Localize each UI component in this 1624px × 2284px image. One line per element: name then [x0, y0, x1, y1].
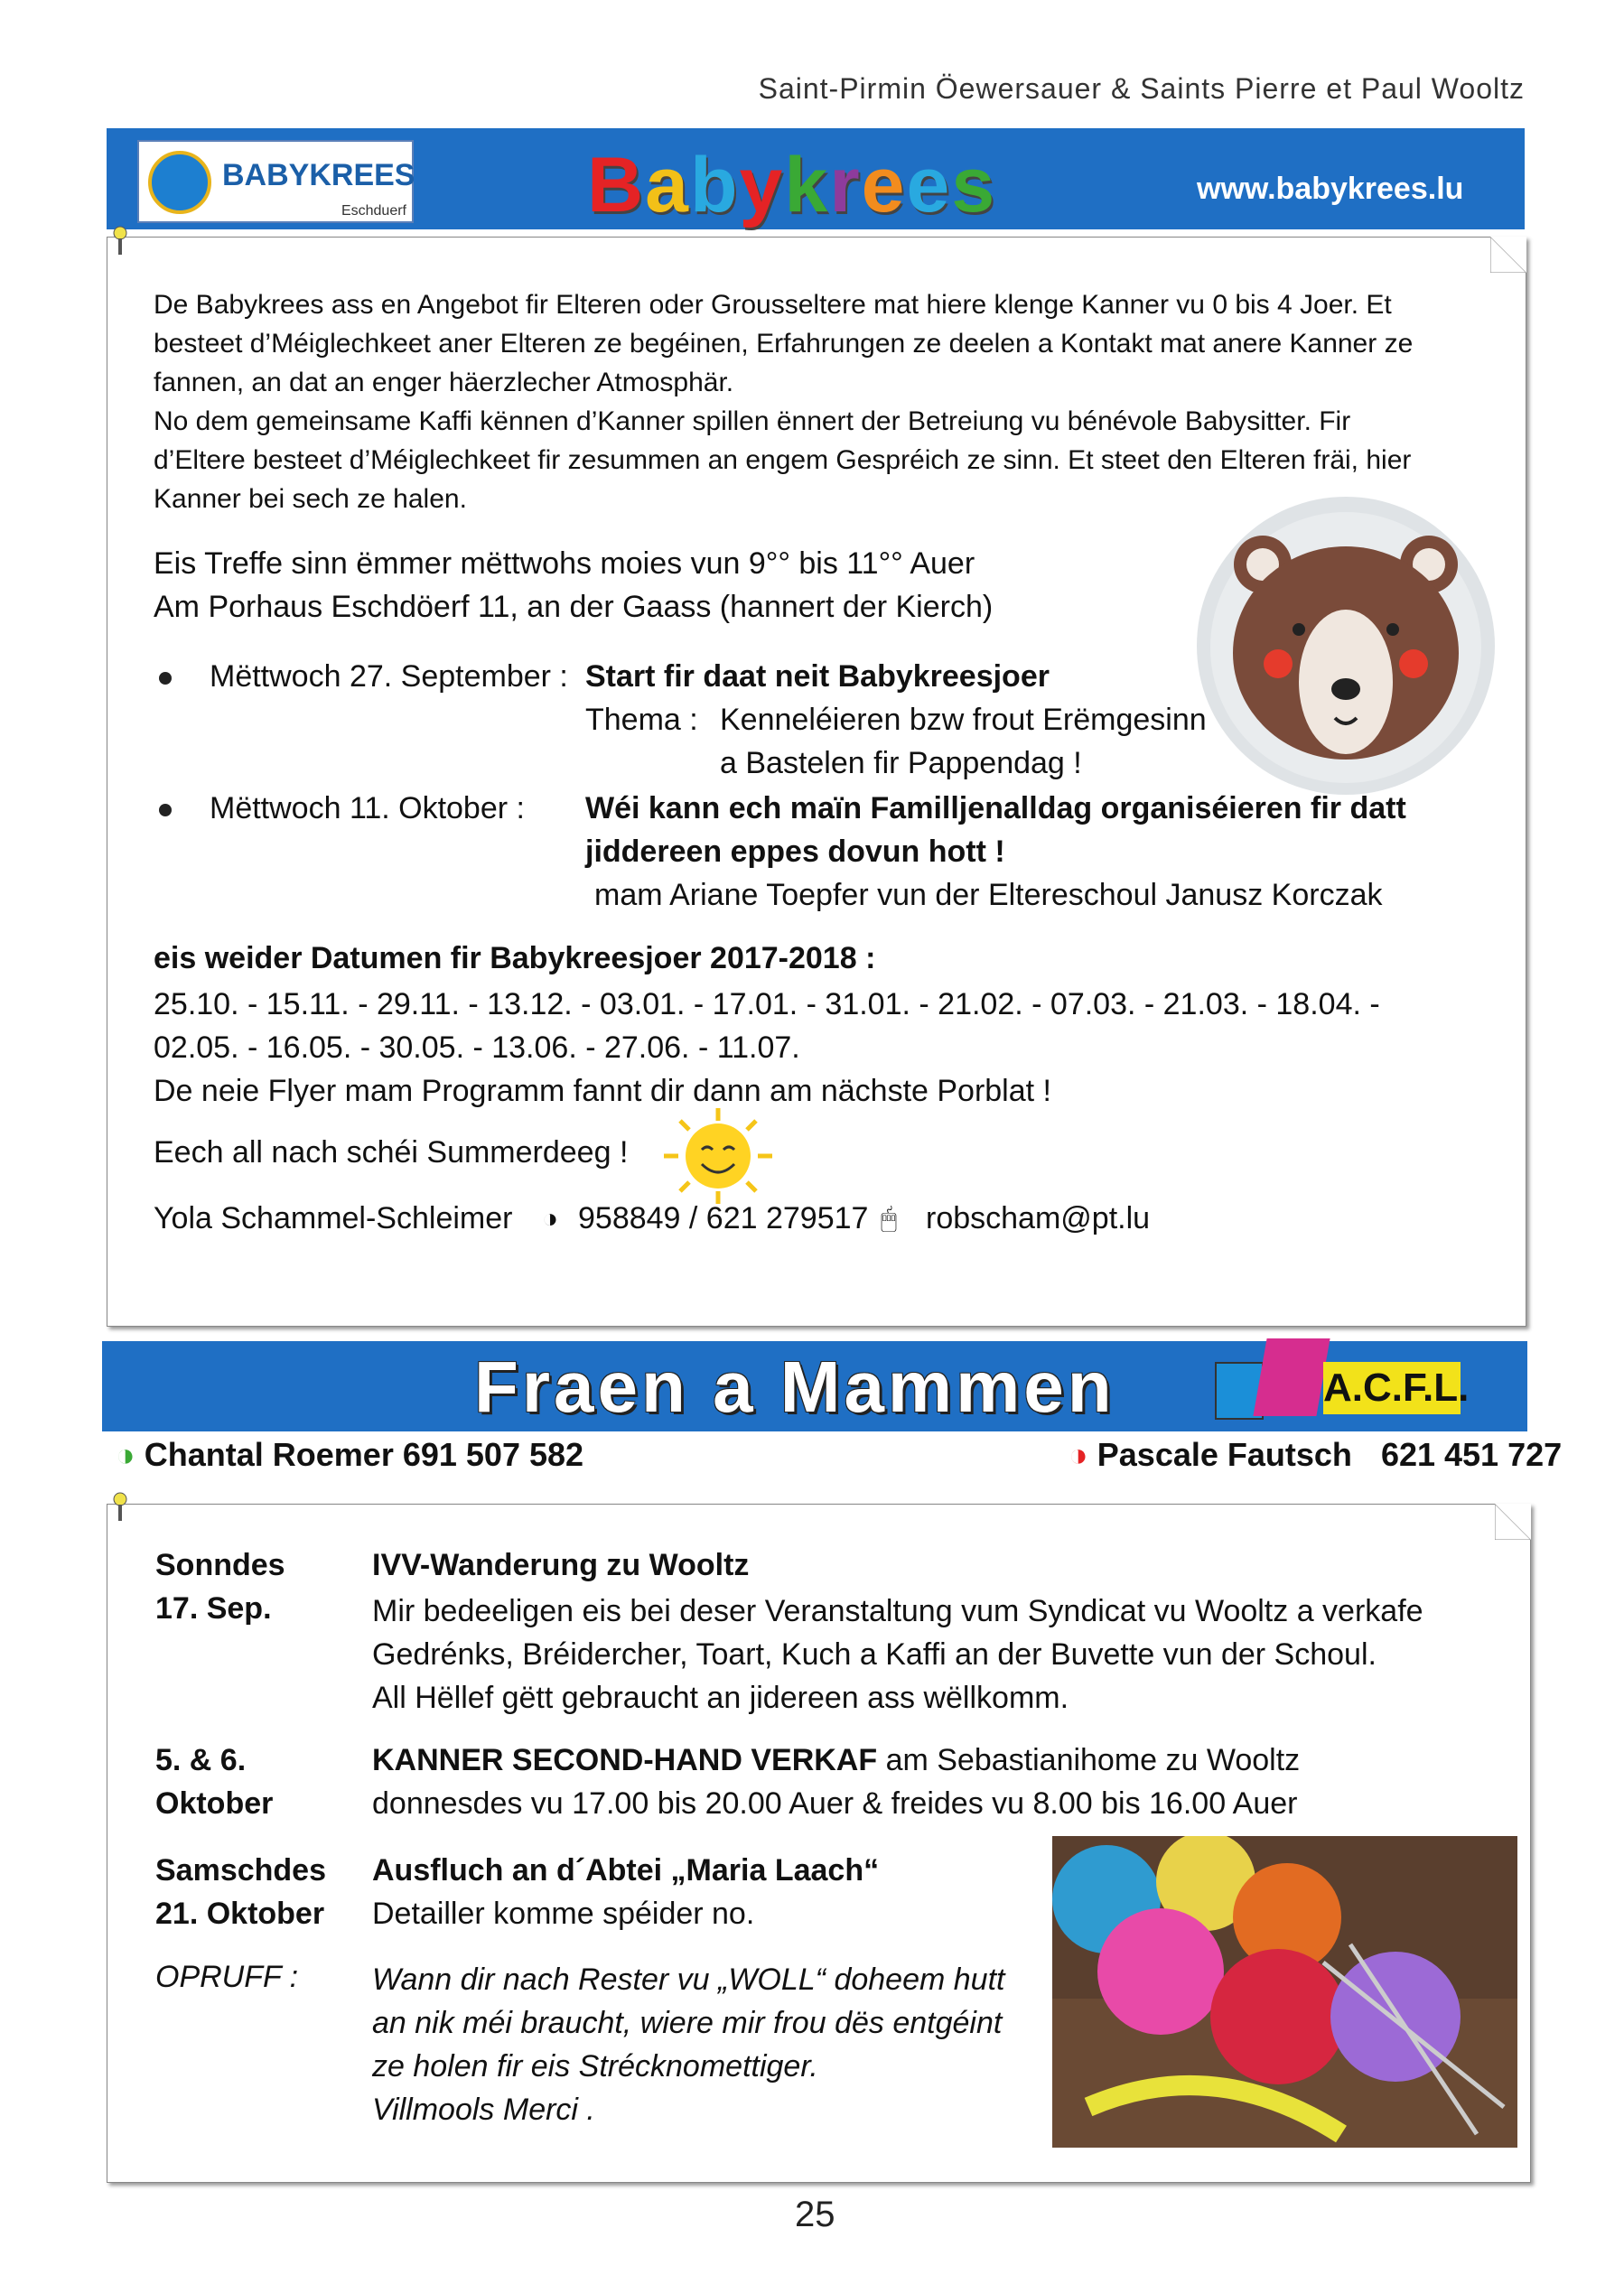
pin-icon: [110, 226, 130, 258]
pin-icon: [110, 1492, 130, 1524]
mouse-icon: 🖱: [881, 1204, 897, 1234]
fraen-title: Fraen a Mammen: [474, 1347, 1115, 1427]
e1-date: 17. Sep.: [155, 1591, 272, 1626]
e3-day: Samschdes: [155, 1853, 326, 1888]
contact-email[interactable]: robscham@pt.lu: [926, 1201, 1151, 1235]
title-letter: y: [739, 142, 785, 228]
babykrees-logo: [137, 140, 414, 223]
event1-theme-label: Thema :: [585, 703, 698, 737]
acfl-logo-text: A.C.F.L.: [1323, 1362, 1461, 1414]
bullet: [159, 672, 172, 685]
acfl-logo-graphic: [1253, 1338, 1330, 1416]
e2-date: Oktober: [155, 1786, 274, 1821]
e3-date: 21. Oktober: [155, 1897, 325, 1931]
sun-icon: [655, 1106, 781, 1206]
contact-name: Yola Schammel-Schleimer: [154, 1201, 513, 1235]
title-letter: e: [861, 142, 907, 228]
e1-title: IVV-Wanderung zu Wooltz: [372, 1548, 750, 1582]
title-letter: s: [951, 142, 997, 228]
logo-text: BABYKREES: [222, 158, 415, 192]
e3-text: Detailler komme spéider no.: [372, 1897, 755, 1931]
event2-date: Mëttwoch 11. Oktober :: [210, 791, 525, 825]
e1-day: Sonndes: [155, 1548, 285, 1582]
babykrees-logo-icon: [148, 151, 211, 214]
contact-phone: 958849 / 621 279517: [578, 1201, 869, 1235]
event2-title: Wéi kann ech maïn Familljenalldag organiséieren fir datt: [585, 791, 1406, 825]
page-fold-icon: [1490, 237, 1526, 273]
babykrees-intro: De Babykrees ass en Angebot fir Elteren oder Grousseltere mat hiere klenge Kanner vu 0 bis 4 Joer. Et besteet d’Méiglechkeet aner Elteren ze begéinen, Erfahrungen ze deelen a Kontakt mat anere Kanner ze fannen, an dat an enger häerzlecher Atmosphär. No dem gemeinsame Kaffi kënnen d’Kanner spillen ënnert der Betreiung vu bénévole Babysitter. Fir d’Eltere besteet d’Méiglechkeet fir zesummen an engem Gespréich ze sinn. Et steet den Elteren fräi, hier Kanner bei sech ze halen.: [154, 290, 1414, 514]
event1-theme: a Bastelen fir Pappendag !: [720, 746, 1082, 780]
contact-left: ◑ Chantal Roemer 691 507 582: [116, 1436, 584, 1473]
bullet: [159, 804, 172, 816]
dates-list: 25.10. - 15.11. - 29.11. - 13.12. - 03.01. - 17.01. - 31.01. - 21.02. - 07.03. - 21.03. - 18.04. - 02.05. - 16.05. - 30.05. - 13.06. - 27.06. - 11.07. De neie Flyer mam Programm fannt dir dann am nächste Porblat !: [154, 987, 1380, 1108]
babykrees-url[interactable]: www.babykrees.lu: [1197, 172, 1464, 206]
event2-speaker: mam Ariane Toepfer vun der Eltereschoul Janusz Korczak: [594, 878, 1383, 912]
title-letter: b: [689, 142, 740, 228]
page-number: 25: [795, 2195, 835, 2234]
babykrees-title: [587, 141, 996, 230]
e1-text: Mir bedeeligen eis bei deser Veranstaltung vum Syndicat vu Wooltz a verkafe Gedrénks, Bréidercher, Toart, Kuch a Kaffi an der Buvette vun der Schoul. All Hëllef gëtt gebraucht an jidereen ass wëllkomm.: [372, 1594, 1423, 1715]
yarn-photo: [1052, 1836, 1517, 2148]
page-fold-icon: [1495, 1504, 1531, 1540]
bear-cushion-image: [1192, 492, 1499, 799]
phone-icon: ◑: [1069, 1436, 1088, 1473]
e2-text: donnesdes vu 17.00 bis 20.00 Auer & freides vu 8.00 bis 16.00 Auer: [372, 1786, 1298, 1821]
event1-title: Start fir daat neit Babykreesjoer: [585, 659, 1050, 694]
e4-label: OPRUFF :: [155, 1960, 299, 1994]
e2-day: 5. & 6.: [155, 1743, 247, 1777]
title-letter: B: [587, 142, 646, 228]
event1-theme: Kenneléieren bzw frout Erëmgesinn: [720, 703, 1207, 737]
summer-greeting: Eech all nach schéi Summerdeeg !: [154, 1135, 629, 1170]
phone-icon: ◑: [542, 1204, 559, 1234]
title-letter: a: [645, 142, 690, 228]
e4-text: Wann dir nach Rester vu „WOLL“ doheem hutt an nik méi braucht, wiere mir frou dës entgéint ze holen fir eis Strécknomettiger. Villmools Merci .: [372, 1962, 1005, 2127]
title-letter: r: [829, 142, 862, 228]
phone-icon: ◑: [116, 1436, 135, 1473]
e2-title: KANNER SECOND-HAND VERKAF am Sebastianihome zu Wooltz: [372, 1743, 1301, 1777]
e3-title: Ausfluch an d´Abtei „Maria Laach“: [372, 1853, 880, 1888]
dates-heading: eis weider Datumen fir Babykreesjoer 2017-2018 :: [154, 941, 876, 975]
contact-right: ◑ Pascale Fautsch 621 451 727: [1069, 1436, 1563, 1473]
event2-title: jiddereen eppes dovun hott !: [585, 834, 1005, 869]
title-letter: k: [784, 142, 830, 228]
parish-header: Saint-Pirmin Öewersauer & Saints Pierre et Paul Wooltz: [758, 72, 1525, 105]
acfl-logo: [1215, 1335, 1468, 1425]
title-letter: e: [906, 142, 952, 228]
event1-date: Mëttwoch 27. September :: [210, 659, 568, 694]
logo-subtext: Eschduerf: [341, 203, 406, 219]
meeting-info: Eis Treffe sinn ëmmer mëttwohs moies vun 9°° bis 11°° Auer Am Porhaus Eschdöerf 11, an der Gaass (hannert der Kierch): [154, 546, 994, 624]
